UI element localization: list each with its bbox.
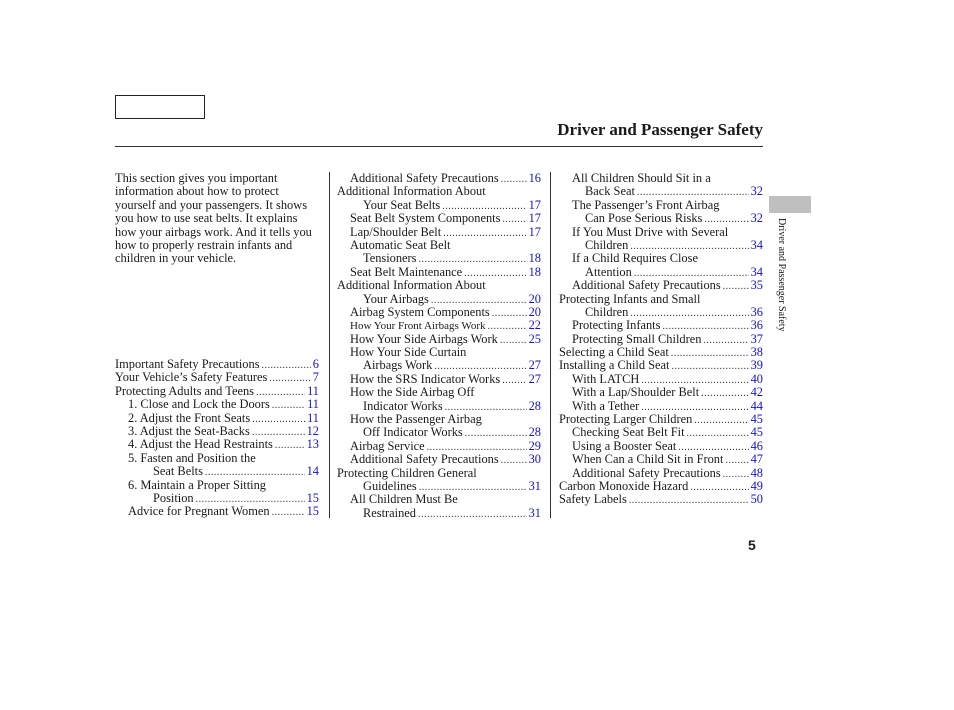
toc-leader-dots	[701, 387, 748, 400]
toc-entry-title: With a Tether	[572, 398, 640, 413]
toc-page-link[interactable]: 48	[750, 465, 763, 480]
section-tab	[769, 196, 811, 213]
toc-entry-title: Protecting Adults and Teens	[115, 383, 254, 398]
toc-page-link[interactable]: 35	[750, 278, 763, 293]
toc-entry-title: If a Child Requires Close	[572, 251, 698, 266]
toc-page-link[interactable]: 40	[750, 371, 763, 386]
toc-page-link[interactable]: 13	[306, 437, 319, 452]
toc-page-link[interactable]: 36	[750, 318, 763, 333]
toc-page-link[interactable]: 28	[528, 398, 541, 413]
toc-entry-title: Additional Safety Precautions	[350, 452, 499, 467]
toc-entry[interactable]	[115, 465, 319, 478]
toc-leader-dots	[723, 468, 749, 481]
toc-entry[interactable]	[559, 279, 763, 292]
toc-entry-title: Safety Labels	[559, 492, 627, 507]
toc-entry[interactable]	[337, 266, 541, 279]
toc-entry[interactable]	[559, 480, 763, 493]
toc-entry[interactable]	[559, 440, 763, 453]
toc-leader-dots	[690, 481, 748, 494]
toc-entry-title: Airbag System Components	[350, 304, 490, 319]
header-box	[115, 95, 205, 119]
toc-entry-title: 5. Fasten and Position the	[128, 450, 256, 465]
toc-entry-title: How Your Side Curtain	[350, 345, 467, 360]
toc-entry[interactable]	[115, 425, 319, 438]
toc-leader-dots	[492, 307, 527, 320]
toc-page-link[interactable]: 37	[750, 331, 763, 346]
toc-page-link[interactable]: 15	[306, 490, 319, 505]
toc-entry[interactable]	[559, 212, 763, 225]
toc-page-link[interactable]: 17	[528, 224, 541, 239]
toc-entry-title: With LATCH	[572, 371, 640, 386]
toc-entry-title: Protecting Infants	[572, 318, 661, 333]
toc-entry	[559, 172, 763, 185]
toc-entry-title: All Children Must Be	[350, 492, 458, 507]
page-number: 5	[748, 537, 756, 553]
toc-entry	[115, 479, 319, 492]
toc-entry-title: Additional Safety Precautions	[350, 171, 499, 185]
toc-entry-title: 1. Close and Lock the Doors	[128, 397, 270, 412]
toc-entry[interactable]	[559, 306, 763, 319]
toc-entry[interactable]	[337, 293, 541, 306]
toc-page-link[interactable]: 18	[528, 251, 541, 266]
toc-entry[interactable]	[559, 266, 763, 279]
toc-leader-dots	[262, 359, 311, 372]
toc-leader-dots	[502, 213, 526, 226]
toc-leader-dots	[465, 427, 527, 440]
toc-entry	[337, 493, 541, 506]
toc-entry-title: Children	[585, 304, 629, 319]
toc-entry	[559, 199, 763, 212]
toc-entry-title: Additional Safety Precautions	[572, 278, 721, 293]
toc-entry[interactable]	[559, 239, 763, 252]
toc-entry-title: Can Pose Serious Risks	[585, 211, 703, 226]
toc-entry-title: When Can a Child Sit in Front	[572, 452, 724, 467]
toc-entry	[337, 279, 541, 292]
toc-leader-dots	[694, 414, 748, 427]
toc-page-link[interactable]: 28	[528, 425, 541, 440]
toc-page-link[interactable]: 32	[750, 211, 763, 226]
toc-entry-title: 4. Adjust the Head Restraints	[128, 437, 273, 452]
toc-page-link[interactable]: 32	[750, 184, 763, 199]
toc-entry[interactable]	[337, 319, 541, 332]
toc-entry[interactable]	[337, 453, 541, 466]
toc-entry[interactable]	[337, 373, 541, 386]
toc-entry[interactable]	[559, 346, 763, 359]
toc-entry-title: Seat Belt Maintenance	[350, 264, 463, 279]
toc-page-link[interactable]: 38	[750, 345, 763, 360]
toc-entry[interactable]	[337, 252, 541, 265]
toc-entry-title: Automatic Seat Belt	[350, 237, 451, 252]
toc-page-link[interactable]: 7	[312, 370, 319, 385]
toc-page-link[interactable]: 31	[528, 505, 541, 520]
toc-page-link[interactable]: 27	[528, 358, 541, 373]
toc-entry-title: Children	[585, 237, 629, 252]
toc-column-3	[559, 172, 763, 507]
toc-page-link[interactable]: 16	[528, 171, 541, 185]
toc-column-1	[115, 358, 319, 519]
toc-page-link[interactable]: 42	[750, 385, 763, 400]
toc-leader-dots	[703, 334, 748, 347]
toc-entry	[337, 346, 541, 359]
toc-entry[interactable]	[559, 400, 763, 413]
toc-entry[interactable]	[337, 440, 541, 453]
toc-entry-title: Your Airbags	[363, 291, 429, 306]
toc-entry-title: Protecting Children General	[337, 465, 477, 480]
toc-page-link[interactable]: 34	[750, 237, 763, 252]
toc-entry	[337, 185, 541, 198]
toc-entry-title: Additional Information About	[337, 278, 486, 293]
toc-leader-dots	[443, 227, 526, 240]
toc-page-link[interactable]: 34	[750, 264, 763, 279]
toc-entry-title: Installing a Child Seat	[559, 358, 670, 373]
toc-entry-title: Tensioners	[363, 251, 417, 266]
toc-page-link[interactable]: 20	[528, 291, 541, 306]
toc-entry	[337, 386, 541, 399]
toc-leader-dots	[671, 347, 749, 360]
toc-entry-title: Airbags Work	[363, 358, 433, 373]
toc-entry-title: Guidelines	[363, 478, 417, 493]
toc-entry-title: Lap/Shoulder Belt	[350, 224, 442, 239]
toc-leader-dots	[671, 360, 748, 373]
toc-page-link[interactable]: 46	[750, 438, 763, 453]
toc-entry	[559, 293, 763, 306]
toc-leader-dots	[687, 427, 749, 440]
toc-entry-title: Airbag Service	[350, 438, 425, 453]
toc-entry[interactable]	[559, 359, 763, 372]
toc-entry-title: Attention	[585, 264, 632, 279]
toc-entry-title: How the Passenger Airbag	[350, 412, 482, 427]
toc-entry-title: Protecting Infants and Small	[559, 291, 701, 306]
toc-entry-title: With a Lap/Shoulder Belt	[572, 385, 700, 400]
toc-page-link[interactable]: 6	[312, 357, 319, 371]
toc-page-link[interactable]: 47	[750, 452, 763, 467]
toc-entry	[115, 452, 319, 465]
toc-entry	[337, 239, 541, 252]
toc-entry-title: Carbon Monoxide Hazard	[559, 478, 689, 493]
toc-entry[interactable]	[559, 467, 763, 480]
toc-entry[interactable]	[337, 212, 541, 225]
toc-page-link[interactable]: 44	[750, 398, 763, 413]
toc-page-link[interactable]: 25	[528, 331, 541, 346]
toc-entry-title: Important Safety Precautions	[115, 357, 260, 371]
toc-entry[interactable]	[559, 373, 763, 386]
toc-entry-title: Position	[153, 490, 194, 505]
side-tab-label: Driver and Passenger Safety	[776, 218, 787, 332]
toc-page-link[interactable]: 27	[528, 371, 541, 386]
toc-entry-title: Off Indicator Works	[363, 425, 463, 440]
toc-entry[interactable]	[115, 358, 319, 371]
toc-entry-title: Using a Booster Seat	[572, 438, 677, 453]
toc-entry-title: Protecting Small Children	[572, 331, 702, 346]
toc-page-link[interactable]: 18	[528, 264, 541, 279]
toc-page-link[interactable]: 20	[528, 304, 541, 319]
toc-column-2	[337, 172, 541, 520]
column-divider-1	[329, 172, 330, 518]
toc-entry[interactable]	[559, 333, 763, 346]
column-divider-2	[550, 172, 551, 518]
toc-entry[interactable]	[337, 333, 541, 346]
toc-entry-title: How the SRS Indicator Works	[350, 371, 501, 386]
toc-page-link[interactable]: 31	[528, 478, 541, 493]
toc-entry[interactable]	[559, 386, 763, 399]
toc-entry-title: 2. Adjust the Front Seats	[128, 410, 251, 425]
toc-page-link[interactable]: 49	[750, 478, 763, 493]
toc-entry[interactable]	[559, 493, 763, 506]
toc-entry-title: Protecting Larger Children	[559, 412, 693, 427]
toc-entry-title: Selecting a Child Seat	[559, 345, 669, 360]
toc-entry[interactable]	[115, 492, 319, 505]
toc-leader-dots	[723, 280, 749, 293]
toc-entry-title: Additional Information About	[337, 184, 486, 199]
toc-entry[interactable]	[115, 398, 319, 411]
toc-entry[interactable]	[115, 505, 319, 518]
toc-entry	[559, 252, 763, 265]
toc-entry	[337, 413, 541, 426]
toc-entry[interactable]	[559, 319, 763, 332]
toc-entry-title: Checking Seat Belt Fit	[572, 425, 685, 440]
toc-page-link[interactable]: 17	[528, 211, 541, 226]
toc-entry	[337, 467, 541, 480]
toc-page-link[interactable]: 45	[750, 412, 763, 427]
toc-entry[interactable]	[337, 199, 541, 212]
toc-entry[interactable]	[337, 172, 541, 185]
toc-entry	[559, 226, 763, 239]
toc-page-link[interactable]: 11	[307, 410, 319, 425]
toc-page-link[interactable]: 45	[750, 425, 763, 440]
toc-entry[interactable]	[337, 306, 541, 319]
toc-page-link[interactable]: 15	[306, 504, 319, 519]
toc-entry-title: 3. Adjust the Seat-Backs	[128, 423, 250, 438]
toc-leader-dots	[272, 506, 305, 519]
toc-page-link[interactable]: 14	[306, 464, 319, 479]
toc-leader-dots	[725, 454, 748, 467]
toc-page-link[interactable]: 30	[528, 452, 541, 467]
toc-entry-title: Seat Belt System Components	[350, 211, 501, 226]
toc-leader-dots	[501, 173, 527, 186]
toc-entry[interactable]	[337, 226, 541, 239]
toc-entry[interactable]	[559, 413, 763, 426]
toc-leader-dots	[275, 439, 305, 452]
toc-page-link[interactable]: 22	[528, 318, 541, 333]
toc-leader-dots	[500, 334, 527, 347]
toc-page-link[interactable]: 11	[307, 397, 319, 412]
toc-page-link[interactable]: 17	[528, 197, 541, 212]
toc-leader-dots	[269, 372, 310, 385]
toc-entry[interactable]	[337, 400, 541, 413]
toc-leader-dots	[418, 508, 527, 521]
toc-entry-title: All Children Should Sit in a	[572, 171, 711, 185]
toc-entry[interactable]	[337, 426, 541, 439]
toc-leader-dots	[272, 399, 305, 412]
toc-entry[interactable]	[115, 371, 319, 384]
toc-entry-title: How Your Front Airbags Work	[350, 320, 486, 333]
toc-entry-title: Back Seat	[585, 184, 635, 199]
toc-page-link[interactable]: 36	[750, 304, 763, 319]
toc-entry-title: 6. Maintain a Proper Sitting	[128, 477, 267, 492]
toc-leader-dots	[252, 413, 305, 426]
toc-entry-title: Your Seat Belts	[363, 197, 441, 212]
toc-entry[interactable]	[559, 426, 763, 439]
toc-entry[interactable]	[337, 359, 541, 372]
toc-page-link[interactable]: 11	[307, 383, 319, 398]
toc-entry-title: Restrained	[363, 505, 416, 520]
toc-page-link[interactable]: 29	[528, 438, 541, 453]
toc-page-link[interactable]: 39	[750, 358, 763, 373]
intro-paragraph: This section gives you important information about how to protect yourself and your passengers. It shows you how to use seat belts. It explains how your airbags work. And it tells you how to properly restrain infants and children in your vehicle.	[115, 171, 312, 266]
toc-entry-title: Indicator Works	[363, 398, 443, 413]
toc-entry-title: Seat Belts	[153, 464, 203, 479]
toc-page-link[interactable]: 50	[750, 492, 763, 507]
toc-entry-title: Additional Safety Precautions	[572, 465, 721, 480]
toc-entry-title: Advice for Pregnant Women	[128, 504, 270, 519]
page-title: Driver and Passenger Safety	[557, 120, 763, 139]
toc-page-link[interactable]: 12	[306, 423, 319, 438]
toc-entry[interactable]	[559, 185, 763, 198]
toc-leader-dots	[629, 494, 749, 507]
toc-entry[interactable]	[115, 438, 319, 451]
header-rule	[115, 146, 763, 147]
toc-entry[interactable]	[337, 507, 541, 520]
toc-entry-title: How Your Side Airbags Work	[350, 331, 498, 346]
toc-entry[interactable]	[115, 412, 319, 425]
toc-entry[interactable]	[559, 453, 763, 466]
toc-entry[interactable]	[337, 480, 541, 493]
toc-entry-title: The Passenger’s Front Airbag	[572, 197, 720, 212]
toc-leader-dots	[502, 374, 526, 387]
toc-leader-dots	[501, 454, 527, 467]
toc-entry-title: If You Must Drive with Several	[572, 224, 729, 239]
toc-entry-title: Your Vehicle’s Safety Features	[115, 370, 268, 385]
toc-entry[interactable]	[115, 385, 319, 398]
toc-entry-title: How the Side Airbag Off	[350, 385, 475, 400]
